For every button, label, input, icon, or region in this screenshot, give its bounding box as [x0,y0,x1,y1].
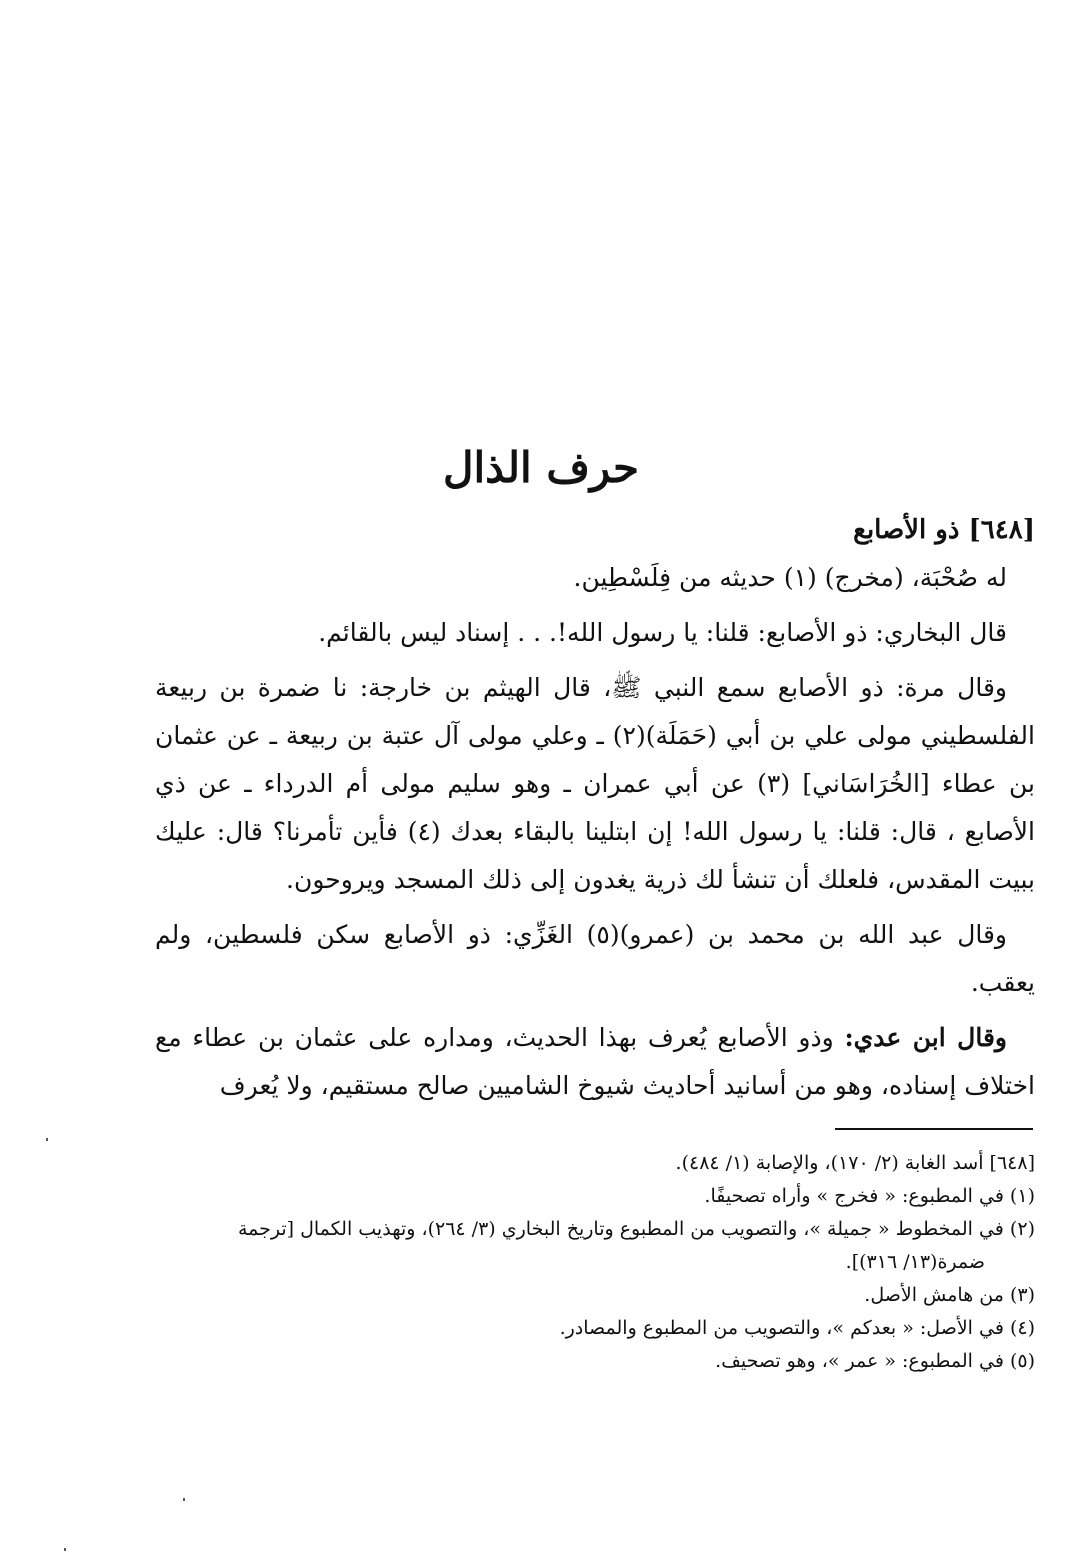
footnote: (٥) في المطبوع: « عمر »، وهو تصحيف. [715,1350,1035,1372]
footnote: (٤) في الأصل: « بعدكم »، والتصويب من المطبوع والمصادر. [559,1317,1035,1339]
footnotes [190,1147,1035,1378]
footnote: (١) في المطبوع: « فخرج » وأراه تصحيفًا. [704,1185,1035,1207]
entry-heading: [٦٤٨] ذو الأصابع [853,515,1035,545]
footnote-continuation: ضمرة(١٣/ ٣١٦)]. [845,1251,985,1273]
paragraph-text: وقال عبد الله بن محمد بن (عمرو)(٥) الغَزِّي: ذو الأصابع سكن فلسطين، ولم يعقب. [155,920,1035,997]
scan-speck [183,1498,185,1501]
footnote: (٢) في المخطوط « جميلة »، والتصويب من المطبوع وتاريخ البخاري (٣/ ٢٦٤)، وتهذيب الكمال [ترجمة [237,1218,1035,1240]
paragraph-lead: وقال ابن عدي: [844,1023,1007,1052]
scan-speck [46,1138,48,1141]
entry-paragraph [155,911,1035,1007]
entry-paragraph [155,1014,1035,1110]
chapter-title: حرف الذال [443,443,639,492]
entry-paragraph [155,609,1035,657]
scan-speck [64,1548,66,1551]
paragraph-text: وقال مرة: ذو الأصابع سمع النبي ﷺ، قال الهيثم بن خارجة: نا ضمرة بن ربيعة الفلسطيني مولى علي بن أبي (حَمَلَة)(٢) ـ وعلي مولى آل عتبة بن ربيعة ـ عن عثمان بن عطاء [الخُرَاسَاني] (٣) عن أبي عمران ـ وهو سليم مولى أم الدرداء ـ عن ذي الأصابع ، قال: قلنا: يا رسول الله! إن ابتلينا بالبقاء بعدك (٤) فأين تأمرنا؟ قال: عليك ببيت المقدس، فلعلك أن تنشأ لك ذرية يغدون إلى ذلك المسجد ويروحون. [155,673,1035,894]
entry-body [155,506,1035,1117]
paragraph-text: قال البخاري: ذو الأصابع: قلنا: يا رسول الله!. . . إسناد ليس بالقائم. [318,618,1007,647]
footnote: (٣) من هامش الأصل. [864,1284,1035,1306]
entry-paragraph [155,554,1035,602]
entry-paragraph [155,664,1035,904]
paragraph-text: وذو الأصابع يُعرف بهذا الحديث، ومداره على عثمان بن عطاء مع اختلاف إسناده، وهو من أسانيد أحاديث شيوخ الشاميين صالح مستقيم، ولا يُعرف [155,1023,1035,1100]
footnote-separator [835,1128,1033,1130]
footnote: [٦٤٨] أسد الغابة (٢/ ١٧٠)، والإصابة (١/ ٤٨٤). [675,1152,1035,1174]
paragraph-text: له صُحْبَة، (مخرج) (١) حديثه من فِلَسْطِين. [573,563,1007,592]
